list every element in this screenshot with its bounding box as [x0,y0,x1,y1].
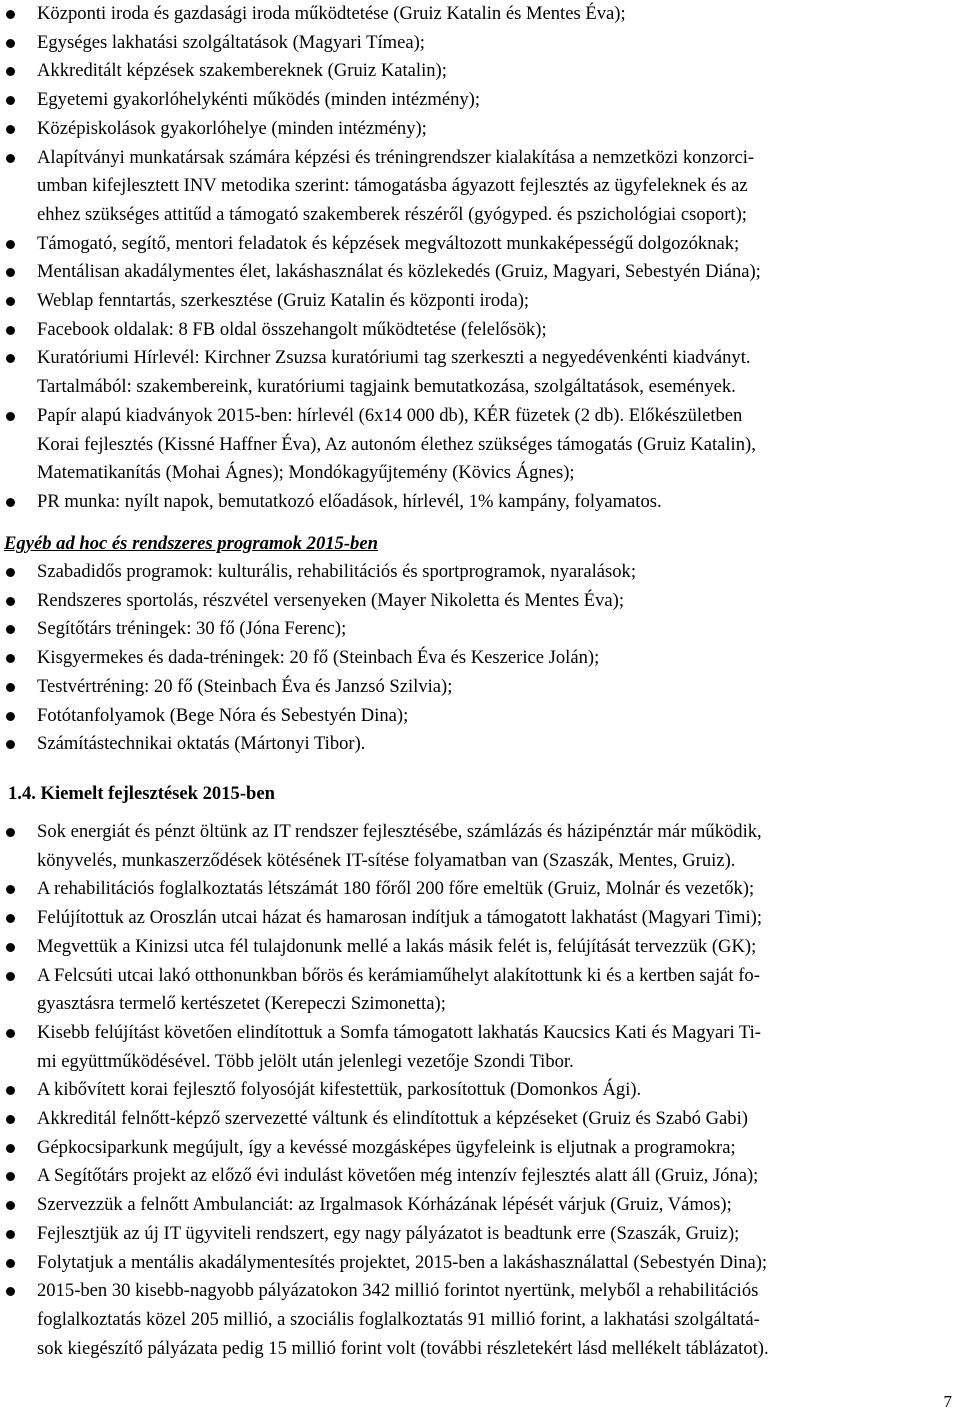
list-item-text: Segítőtárs tréningek: 30 fő (Jóna Ferenc); [37,618,347,640]
programs-list [0,558,960,759]
bullet-icon [6,1259,15,1268]
list-item-text: Központi iroda és gazdasági iroda működtetése (Gruiz Katalin és Mentes Éva); [37,3,626,24]
bullet-icon [6,1144,15,1153]
bullet-icon [6,1230,15,1239]
list-item [0,933,960,962]
list-item-text: Facebook oldalak: 8 FB oldal összehangolt működtetése (felelősök); [37,318,547,340]
list-item-text: Testvértréning: 20 fő (Steinbach Éva és Janzsó Szilvia); [37,675,453,697]
list-item-text: Szabadidős programok: kulturális, rehabilitációs és sportprogramok, nyaralások; [37,561,636,582]
list-item [0,230,960,259]
list-item-text: Mentálisan akadálymentes élet, lakáshasználat és közlekedés (Gruiz, Magyari, Sebestyén Diána); [37,261,761,283]
list-item-text: Támogató, segítő, mentori feladatok és képzések megváltozott munkaképességű dolgozóknak; [37,232,740,254]
list-item-text: Akkreditál felnőtt-képző szervezetté váltunk és elindítottuk a képzéseket (Gruiz és Szabó Gabi) [37,1108,748,1130]
developments-list [0,818,960,1363]
list-item-text: Egységes lakhatási szolgáltatások (Magyari Tímea); [37,31,425,53]
bullet-icon [6,625,15,634]
bullet-icon [6,828,15,837]
list-item-text: foglalkoztatás közel 205 millió, a szociális foglalkoztatás 91 millió forint, a lakhatási szolgáltatá- [37,1308,760,1330]
section-heading-highlighted-developments: 1.4. Kiemelt fejlesztések 2015-ben [8,783,275,804]
bullet-icon [6,1115,15,1124]
bullet-icon [6,326,15,335]
bullet-icon [6,240,15,249]
list-item-text: Alapítványi munkatársak számára képzési és tréningrendszer kialakítása a nemzetközi konzorci- [37,146,755,168]
list-item [0,258,960,287]
bullet-icon [6,1172,15,1181]
bullet-icon [6,10,15,19]
bullet-icon [6,1201,15,1210]
bullet-icon [6,125,15,134]
page-number: 7 [943,1392,952,1411]
list-item [0,115,960,144]
list-item [0,57,960,86]
list-item-text: Matematikanítás (Mohai Ágnes); Mondókagyűjtemény (Kövics Ágnes); [37,462,575,484]
list-item [0,1134,960,1163]
list-item-text: Gépkocsiparkunk megújult, így a kevéssé mozgásképes ügyfeleink is eljutnak a programokra; [37,1136,736,1158]
list-item [0,488,960,517]
list-item [0,818,960,875]
bullet-icon [6,498,15,507]
list-item [0,962,960,1019]
list-item-text: Megvettük a Kinizsi utca fél tulajdonunk mellé a lakás másik felét is, felújítását tervezzük (GK); [37,935,757,957]
list-item [0,875,960,904]
bullet-icon [6,96,15,105]
bullet-icon [6,1086,15,1095]
list-item-text: Tartalmából: szakembereink, kuratóriumi tagjaink bemutatkozása, szolgáltatások, események. [37,376,736,398]
bullet-icon [6,67,15,76]
bullet-icon [6,412,15,421]
list-item-text: A Segítőtárs projekt az előző évi indulást követően még intenzív fejlesztés alatt áll (Gruiz, Jóna); [37,1165,759,1187]
list-item [0,558,960,587]
list-item [0,316,960,345]
list-item [0,673,960,702]
list-item-text: PR munka: nyílt napok, bemutatkozó előadások, hírlevél, 1% kampány, folyamatos. [37,490,662,512]
list-item-text: Papír alapú kiadványok 2015-ben: hírlevél (6x14 000 db), KÉR füzetek (2 db). Előkészületben [37,404,743,426]
bullet-icon [6,354,15,363]
list-item [0,0,960,29]
list-item [0,1191,960,1220]
list-item-text: Fotótanfolyamok (Bege Nóra és Sebestyén Dina); [37,704,409,726]
list-item-text: ehhez szükséges attitűd a támogató szakemberek részéről (gyógyped. és pszichológiai csoport); [37,203,747,225]
list-item [0,1220,960,1249]
list-item-text: Felújítottuk az Oroszlán utcai házat és hamarosan indítjuk a támogatott lakhatást (Magyari Timi); [37,907,762,929]
list-item-text: A kibővített korai fejlesztő folyosóját kifestettük, parkosítottuk (Domonkos Ági). [37,1079,642,1101]
list-item-text: 2015-ben 30 kisebb-nagyobb pályázatokon 342 millió forintot nyertünk, melyből a rehabilitációs [37,1280,759,1302]
bullet-icon [6,268,15,277]
bullet-icon [6,39,15,48]
list-item-text: Kuratóriumi Hírlevél: Kirchner Zsuzsa kuratóriumi tag szerkeszti a negyedévenkénti kiadványt. [37,347,751,369]
bullet-icon [6,712,15,721]
list-item-text: umban kifejlesztett INV metodika szerint: támogatásba ágyazott fejlesztés az ügyfeleknek és az [37,175,748,197]
list-item [0,144,960,230]
list-item-text: Középiskolások gyakorlóhelye (minden intézmény); [37,117,427,139]
list-item [0,1019,960,1076]
list-item-text: mi együttműködésével. Több jelölt után jelenlegi vezetője Szondi Tibor. [37,1050,574,1072]
list-item-text: Rendszeres sportolás, részvétel versenyeken (Mayer Nikoletta és Mentes Éva); [37,589,625,611]
list-item [0,287,960,316]
list-item-text: sok kiegészítő pályázata pedig 15 millió forint volt (további részletekért lásd mellékelt táblázatot). [37,1337,769,1359]
list-item-text: A rehabilitációs foglalkoztatás létszámát 180 főről 200 főre emeltük (Gruiz, Molnár és vezetők); [37,878,755,900]
list-item [0,1249,960,1278]
activity-list [0,0,960,517]
list-item [0,1277,960,1363]
list-item [0,1076,960,1105]
list-item-text: Akkreditált képzések szakembereknek (Gruiz Katalin); [37,60,447,82]
list-item-text: Korai fejlesztés (Kissné Haffner Éva), Az autonóm élethez szükséges támogatás (Gruiz Katalin), [37,433,756,455]
list-item-text: Számítástechnikai oktatás (Mártonyi Tibor). [37,733,366,755]
bullet-icon [6,740,15,749]
list-item-text: Kisgyermekes és dada-tréningek: 20 fő (Steinbach Éva és Keszerice Jolán); [37,647,600,669]
bullet-icon [6,972,15,981]
list-item-text: A Felcsúti utcai lakó otthonunkban bőrös és kerámiaműhelyt alakítottunk ki és a kertben saját fo- [37,964,760,986]
bullet-icon [6,597,15,606]
list-item-text: Folytatjuk a mentális akadálymentesítés projektet, 2015-ben a lakáshasználattal (Sebestyén Dina); [37,1251,768,1273]
list-item [0,1162,960,1191]
list-item-text: Kisebb felújítást követően elindítottuk a Somfa támogatott lakhatás Kaucsics Kati és Magyari Ti- [37,1021,761,1043]
list-item-text: Szervezzük a felnőtt Ambulanciát: az Irgalmasok Kórházának lépését várjuk (Gruiz, Vámos); [37,1194,732,1216]
list-item-text: könyvelés, munkaszerződések kötésének IT-sítése folyamatban van (Szaszák, Mentes, Gruiz). [37,849,736,871]
bullet-icon [6,654,15,663]
bullet-icon [6,914,15,923]
list-item-text: gyasztásra termelő kertészetet (Kerepeczi Szimonetta); [37,993,446,1015]
bullet-icon [6,1287,15,1296]
bullet-icon [6,297,15,306]
list-item [0,587,960,616]
list-item [0,1105,960,1134]
list-item-text: Egyetemi gyakorlóhelykénti működés (minden intézmény); [37,89,481,111]
list-item-text: Sok energiát és pénzt öltünk az IT rendszer fejlesztésébe, számlázás és házipénztár már működik, [37,821,762,842]
list-item [0,644,960,673]
list-item-text: Weblap fenntartás, szerkesztése (Gruiz Katalin és központi iroda); [37,290,530,312]
list-item [0,402,960,488]
list-item [0,29,960,58]
bullet-icon [6,568,15,577]
list-item [0,702,960,731]
bullet-icon [6,683,15,692]
list-item [0,730,960,759]
bullet-icon [6,885,15,894]
list-item [0,344,960,401]
list-item [0,615,960,644]
list-item [0,904,960,933]
bullet-icon [6,1029,15,1038]
list-item [0,86,960,115]
list-item-text: Fejlesztjük az új IT ügyviteli rendszert, egy nagy pályázatot is beadtunk erre (Szaszák, Gruiz); [37,1222,740,1244]
section-heading-other-programs: Egyéb ad hoc és rendszeres programok 2015-ben [4,533,378,554]
bullet-icon [6,943,15,952]
bullet-icon [6,154,15,163]
